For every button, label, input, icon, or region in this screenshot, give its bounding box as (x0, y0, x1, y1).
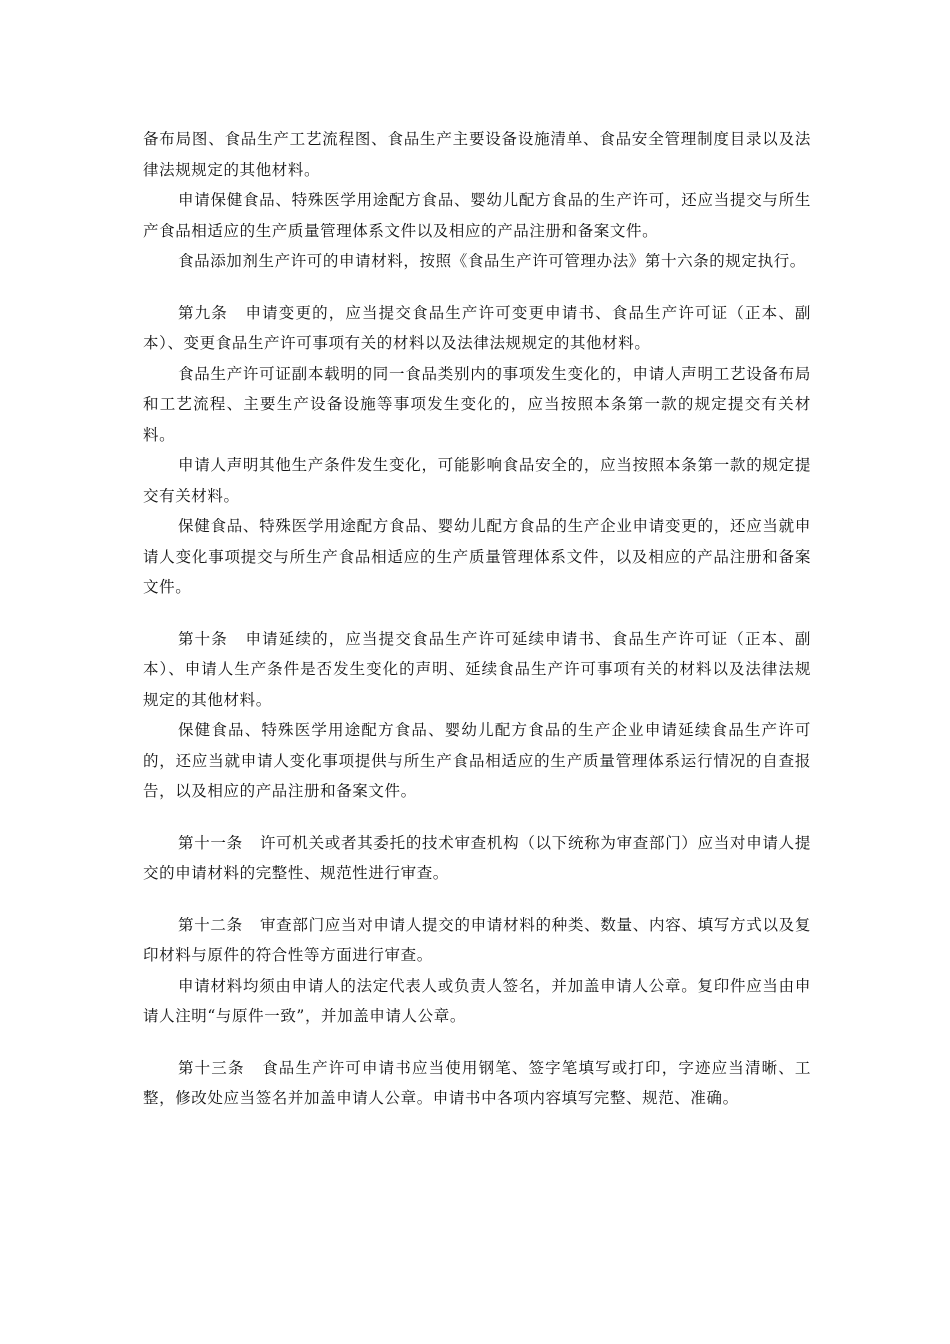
article-number: 第十条 (178, 629, 228, 648)
paragraph-text: 许可机关或者其委托的技术审查机构（以下统称为审查部门）应当对申请人提交的申请材料的完整性、规范性进行审查。 (143, 833, 811, 882)
paragraph-text: 食品添加剂生产许可的申请材料，按照《食品生产许可管理办法》第十六条的规定执行。 (178, 252, 806, 270)
paragraph-text: 申请变更的，应当提交食品生产许可变更申请书、食品生产许可证（正本、副本）、变更食品生产许可事项有关的材料以及法律法规规定的其他材料。 (143, 303, 811, 352)
paragraph-text: 审查部门应当对申请人提交的申请材料的种类、数量、内容、填写方式以及复印材料与原件的符合性等方面进行审查。 (143, 915, 811, 964)
paragraph (143, 511, 811, 603)
paragraph (143, 359, 811, 451)
article-number: 第十二条 (178, 915, 243, 934)
article-13 (143, 1053, 811, 1114)
paragraph (143, 715, 811, 807)
paragraph-text: 保健食品、特殊医学用途配方食品、婴幼儿配方食品的生产企业申请变更的，还应当就申请人变化事项提交与所生产食品相适应的生产质量管理体系文件，以及相应的产品注册和备案文件。 (143, 517, 811, 596)
paragraph-text: 保健食品、特殊医学用途配方食品、婴幼儿配方食品的生产企业申请延续食品生产许可的，还应当就申请人变化事项提供与所生产食品相适应的生产质量管理体系运行情况的自查报告，以及相应的产品注册和备案文件。 (143, 721, 811, 800)
document-body (143, 124, 811, 1114)
paragraph-text: 申请材料均须由申请人的法定代表人或负责人签名，并加盖申请人公章。复印件应当由申请人注明“与原件一致”，并加盖申请人公章。 (143, 976, 811, 1025)
article-number: 第十一条 (178, 833, 243, 852)
paragraph-continuation (143, 124, 811, 185)
paragraph-text: 申请保健食品、特殊医学用途配方食品、婴幼儿配方食品的生产许可，还应当提交与所生产食品相适应的生产质量管理体系文件以及相应的产品注册和备案文件。 (143, 191, 811, 240)
article-12 (143, 910, 811, 971)
paragraph (143, 246, 811, 277)
paragraph-text: 申请人声明其他生产条件发生变化，可能影响食品安全的，应当按照本条第一款的规定提交有关材料。 (143, 456, 811, 505)
article-number: 第九条 (178, 303, 228, 322)
paragraph-text: 食品生产许可证副本载明的同一食品类别内的事项发生变化的，申请人声明工艺设备布局和工艺流程、主要生产设备设施等事项发生变化的，应当按照本条第一款的规定提交有关材料。 (143, 364, 811, 444)
article-10 (143, 624, 811, 716)
article-11 (143, 828, 811, 889)
paragraph (143, 450, 811, 511)
article-9 (143, 298, 811, 359)
paragraph (143, 971, 811, 1032)
paragraph-text: 备布局图、食品生产工艺流程图、食品生产主要设备设施清单、食品安全管理制度目录以及法律法规规定的其他材料。 (143, 130, 811, 179)
paragraph-text: 食品生产许可申请书应当使用钢笔、签字笔填写或打印，字迹应当清晰、工整，修改处应当签名并加盖申请人公章。申请书中各项内容填写完整、规范、准确。 (143, 1058, 811, 1107)
article-number: 第十三条 (178, 1058, 245, 1077)
paragraph-text: 申请延续的，应当提交食品生产许可延续申请书、食品生产许可证（正本、副本）、申请人生产条件是否发生变化的声明、延续食品生产许可事项有关的材料以及法律法规规定的其他材料。 (143, 629, 811, 709)
paragraph (143, 185, 811, 246)
